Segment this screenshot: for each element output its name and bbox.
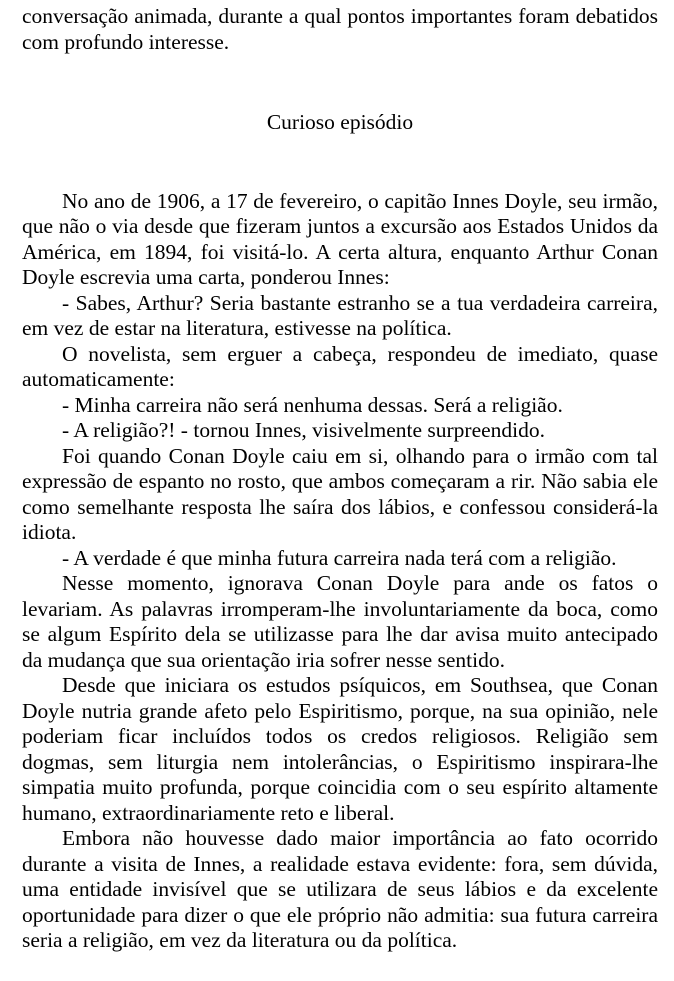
document-page — [22, 4, 658, 954]
paragraph-conclusion: Embora não houvesse dado maior importância ao fato ocorrido durante a visita de Innes, a realidade estava evidente: fora, sem dúvida, uma entidade invisível que se utilizara de seus lábios e da excelente oportunidade para dizer o que ele próprio não admitia: sua futura carreira seria a religião, em vez da literatura ou da política. — [22, 826, 658, 952]
paragraph-laughter: Foi quando Conan Doyle caiu em si, olhando para o irmão com tal expressão de espanto no rosto, que ambos começaram a rir. Não sabia ele como semelhante resposta lhe saíra dos lábios, e confessou considerá-la idiota. — [22, 443, 658, 544]
section-title: Curioso episódio — [266, 110, 414, 134]
paragraph-denial: - A verdade é que minha futura carreira nada terá com a religião. — [62, 545, 617, 570]
paragraph-visit: No ano de 1906, a 17 de fevereiro, o capitão Innes Doyle, seu irmão, que não o via desde que fizeram juntos a excursão aos Estados Unidos da América, em 1894, foi visitá-lo. A certa altura, enquanto Arthur Conan Doyle escrevia uma carta, ponderou Innes: — [22, 188, 658, 289]
paragraph-novelist-reply-intro: O novelista, sem erguer a cabeça, respondeu de imediato, quase automaticamente: — [22, 341, 658, 391]
spacer — [22, 136, 658, 189]
paragraph-innes-question: - Sabes, Arthur? Seria bastante estranho se a tua verdadeira carreira, em vez de estar na literatura, estivesse na política. — [22, 290, 658, 340]
spacer — [22, 55, 658, 110]
paragraph-innes-surprise: - A religião?! - tornou Innes, visivelmente surpreendido. — [62, 418, 546, 442]
paragraph-spiritism: Desde que iniciara os estudos psíquicos, em Southsea, que Conan Doyle nutria grande afeto pelo Espiritismo, porque, na sua opinião, nele poderiam ficar incluídos todos os credos religiosos. Religião sem dogmas, sem liturgia nem intolerâncias, o Espiritismo inspirara-lhe simpatia muito profunda, porque coincidia com o seu espírito altamente humano, extraordinariamente reto e liberal. — [22, 673, 658, 825]
opening-paragraph: conversação animada, durante a qual pontos importantes foram debatidos com profundo interesse. — [22, 4, 658, 54]
paragraph-premonition: Nesse momento, ignorava Conan Doyle para ande os fatos o levariam. As palavras irromperam-lhe involuntariamente da boca, como se algum Espírito dela se utilizasse para lhe dar avisa muito antecipado da mudança que sua orientação iria sofrer nesse sentido. — [22, 571, 658, 672]
paragraph-religion-answer: - Minha carreira não será nenhuma dessas. Será a religião. — [62, 392, 563, 417]
